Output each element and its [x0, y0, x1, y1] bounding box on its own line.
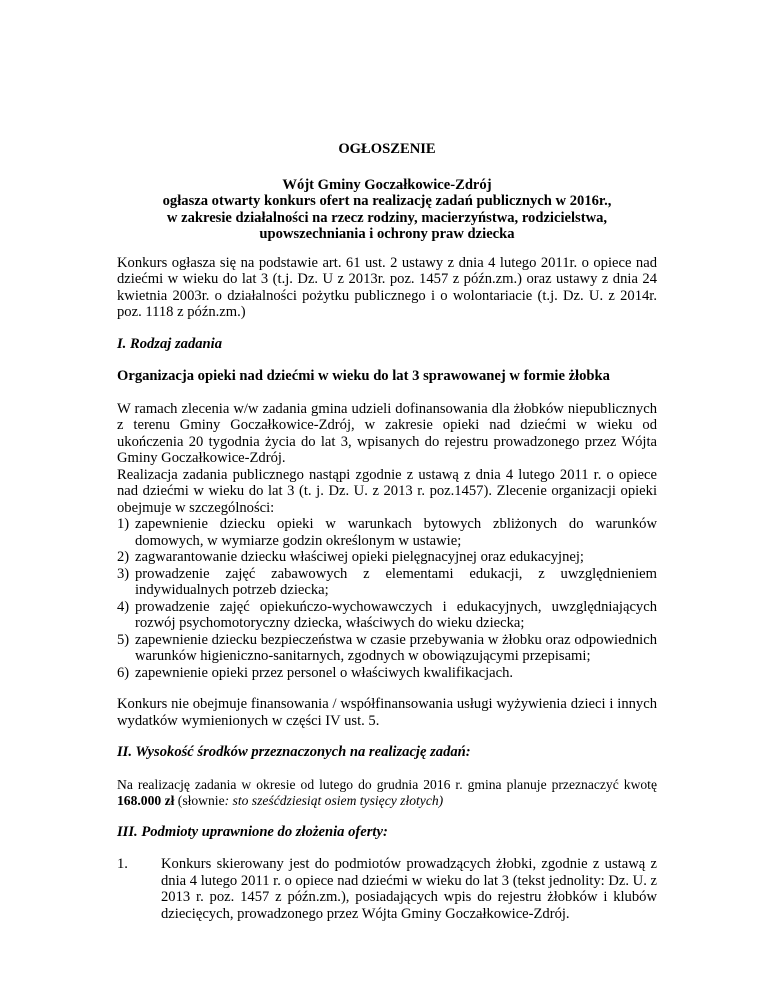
task-subtitle: Organizacja opieki nad dziećmi w wieku do lat 3 sprawowanej w formie żłobka: [117, 368, 610, 384]
announcement-heading: [117, 177, 657, 243]
document-body: [117, 141, 657, 922]
eligibility-item-text: Konkurs skierowany jest do podmiotów prowadzących żłobki, zgodnie z ustawą z dnia 4 lutego 2011 r. o opiece nad dziećmi w wieku do lat 3 (tekst jednolity: Dz. U. z 2013 r. poz. 1457 z późn.zm.), posiadających wpis do rejestru żłobków i klubów dziecięcych, prowadzonego przez Wójta Gminy Goczałkowice-Zdrój.: [161, 856, 657, 922]
list-item: [117, 566, 657, 599]
funding-text: Na realizację zadania w okresie od lutego do grudnia 2016 r. gmina planuje przeznaczyć kwotę: [117, 776, 657, 792]
list-item-number: 2): [117, 549, 130, 565]
list-item-number: 3): [117, 565, 130, 582]
section-1-paragraph-1: W ramach zlecenia w/w zadania gmina udzieli dofinansowania dla żłobków niepublicznych z terenu Gminy Goczałkowice-Zdrój, w zakresie opieki nad dziećmi w wieku od ukończenia 20 tygodnia życia do lat 3, wpisanych do rejestru prowadzonego przez Wójta Gminy Goczałkowice-Zdrój.: [117, 400, 657, 466]
section-1-heading: I. Rodzaj zadania: [117, 335, 223, 352]
document-title: OGŁOSZENIE: [338, 141, 436, 157]
heading-line-3: w zakresie działalności na rzecz rodziny, macierzyństwa, rodzicielstwa,: [166, 209, 608, 226]
funding-amount: 168.000 zł: [117, 793, 175, 808]
list-item-text: prowadzenie zajęć opiekuńczo-wychowawczych i edukacyjnych, uwzględniających rozwój psychomotoryczny dziecka, właściwych do wieku dziecka;: [135, 598, 657, 631]
section-3-heading: III. Podmioty uprawnione do złożenia oferty:: [117, 823, 388, 840]
requirements-list: [117, 516, 657, 681]
funding-amount-words: : sto sześćdziesiąt osiem tysięcy złotych): [224, 793, 444, 808]
list-item-number: 6): [117, 664, 130, 681]
intro-paragraph: Konkurs ogłasza się na podstawie art. 61 ust. 2 ustawy z dnia 4 lutego 2011r. o opiece nad dziećmi w wieku do lat 3 (t.j. Dz. U z 2013r. poz. 1457 z późn.zm.) oraz ustawy z dnia 24 kwietnia 2003r. o działalności pożytku publicznego i o wolontariacie (t.j. Dz. U. z 2014r. poz. 1118 z późn.zm.): [117, 254, 657, 320]
list-item: [117, 665, 657, 682]
financing-note: Konkurs nie obejmuje finansowania / współfinansowania usługi wyżywienia dzieci i innych wydatków wymienionych w części IV ust. 5.: [117, 696, 657, 729]
list-item-text: prowadzenie zajęć zabawowych z elementami edukacji, z uwzględnieniem indywidualnych potrzeb dziecka;: [135, 565, 657, 598]
list-item-text: zapewnienie dziecku bezpieczeństwa w czasie przebywania w żłobku oraz odpowiednich warunków higieniczno-sanitarnych, zgodnych w obowiązującymi przepisami;: [135, 631, 657, 664]
heading-line-1: Wójt Gminy Goczałkowice-Zdrój: [282, 176, 492, 193]
list-item: [117, 516, 657, 549]
heading-line-2: ogłasza otwarty konkurs ofert na realizację zadań publicznych w 2016r.,: [162, 193, 612, 209]
section-1-paragraph-2: Realizacja zadania publicznego nastąpi zgodnie z ustawą z dnia 4 lutego 2011 r. o opiece nad dziećmi w wieku do lat 3 (t. j. Dz. U. z 2013 r. poz.1457). Zlecenie organizacji opieki obejmuje w szczególności:: [117, 466, 657, 516]
funding-words-prefix: (słownie: [174, 793, 225, 808]
list-item-text: zapewnienie dziecku opieki w warunkach bytowych zbliżonych do warunków domowych, w wymiarze godzin określonym w ustawie;: [135, 516, 657, 549]
list-item-text: zagwarantowanie dziecku właściwej opieki pielęgnacyjnej oraz edukacyjnej;: [135, 549, 584, 565]
funding-paragraph: [117, 777, 657, 810]
eligibility-item: [117, 856, 657, 922]
section-2-heading: II. Wysokość środków przeznaczonych na realizację zadań:: [117, 744, 471, 760]
eligibility-item-number: 1.: [117, 856, 128, 872]
list-item: [117, 632, 657, 665]
list-item-number: 5): [117, 631, 130, 648]
list-item-number: 4): [117, 598, 130, 615]
heading-line-4: upowszechniania i ochrony praw dziecka: [259, 226, 515, 242]
list-item-text: zapewnienie opieki przez personel o właściwych kwalifikacjach.: [135, 664, 514, 681]
list-item: [117, 599, 657, 632]
list-item: [117, 549, 657, 566]
list-item-number: 1): [117, 516, 130, 532]
